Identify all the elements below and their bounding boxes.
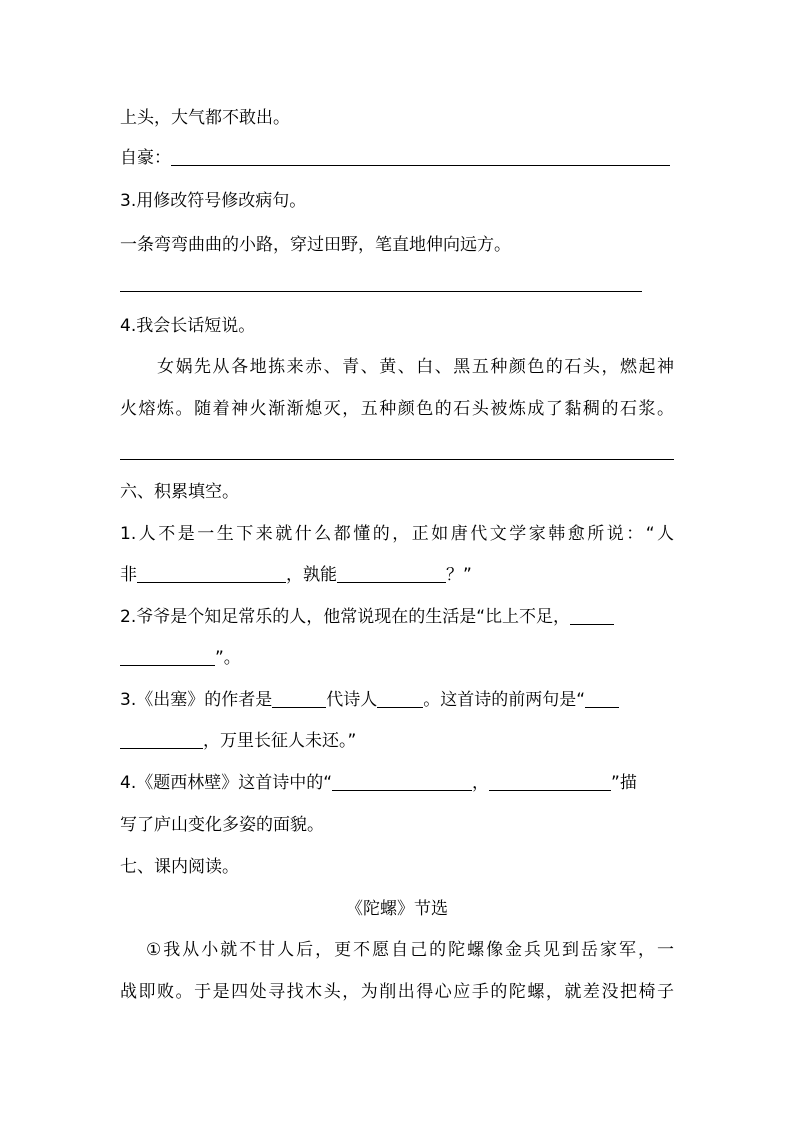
reading-paragraph-line-1: ①我从小就不甘人后，更不愿自己的陀螺像金兵见到岳家军，一 bbox=[146, 940, 674, 960]
text-line: 上头，大气都不敢出。 bbox=[120, 108, 290, 128]
reading-paragraph-line-2: 战即败。于是四处寻找木头，为削出得心应手的陀螺，就差没把椅子 bbox=[120, 982, 674, 1002]
question-4-paragraph-line-2: 火熔炼。随着神火渐渐熄灭，五种颜色的石头被炼成了黏稠的石浆。 bbox=[120, 399, 674, 419]
fill-blank[interactable] bbox=[120, 732, 203, 749]
fill-4-line-1 bbox=[120, 773, 674, 793]
fill-text: ”。 bbox=[215, 648, 241, 668]
fill-blank[interactable] bbox=[570, 608, 614, 625]
fill-blank[interactable] bbox=[272, 691, 326, 708]
fill-text: 代诗人 bbox=[326, 690, 378, 710]
section-7-title: 七、课内阅读。 bbox=[120, 857, 239, 877]
fill-1-line-1: 1.人不是一生下来就什么都懂的，正如唐代文学家韩愈所说：“人 bbox=[120, 524, 674, 544]
answer-blank[interactable] bbox=[171, 149, 670, 166]
fill-text: ， bbox=[472, 773, 490, 793]
label-pride: 自豪： bbox=[120, 148, 171, 168]
fill-text: ，孰能 bbox=[286, 565, 337, 585]
reading-title: 《陀螺》节选 bbox=[346, 899, 448, 919]
fill-blank[interactable] bbox=[120, 649, 215, 666]
fill-text: ？” bbox=[446, 565, 472, 585]
fill-text: ，万里长征人未还。” bbox=[203, 731, 357, 751]
fill-text: 。这首诗的前两句是“ bbox=[423, 690, 586, 710]
answer-line-q3[interactable] bbox=[120, 291, 642, 292]
fill-text: 非 bbox=[120, 565, 137, 585]
answer-line-q4[interactable] bbox=[120, 459, 674, 460]
fill-2-line-2 bbox=[120, 648, 674, 668]
fill-blank[interactable] bbox=[337, 566, 446, 583]
fill-blank[interactable] bbox=[585, 691, 619, 708]
answer-line-pride bbox=[120, 148, 674, 168]
fill-blank[interactable] bbox=[332, 774, 472, 791]
fill-text: 3.《出塞》的作者是 bbox=[120, 690, 273, 710]
fill-2-line-1 bbox=[120, 607, 674, 627]
question-3-sentence: 一条弯弯曲曲的小路，穿过田野，笔直地伸向远方。 bbox=[120, 235, 511, 255]
fill-blank[interactable] bbox=[489, 774, 611, 791]
fill-blank[interactable] bbox=[137, 566, 286, 583]
fill-4-line-2: 写了庐山变化多姿的面貌。 bbox=[120, 815, 324, 835]
fill-3-line-2 bbox=[120, 731, 674, 751]
question-3-title: 3.用修改符号修改病句。 bbox=[120, 191, 307, 211]
fill-1-line-2 bbox=[120, 565, 674, 585]
fill-3-line-1 bbox=[120, 690, 674, 710]
question-4-paragraph-line-1: 女娲先从各地拣来赤、青、黄、白、黑五种颜色的石头，燃起神 bbox=[157, 357, 674, 377]
fill-text: 4.《题西林壁》这首诗中的“ bbox=[120, 773, 333, 793]
fill-text: 2.爷爷是个知足常乐的人，他常说现在的生活是“比上不足， bbox=[120, 607, 571, 627]
question-4-title: 4.我会长话短说。 bbox=[120, 316, 256, 336]
fill-text: ”描 bbox=[611, 773, 637, 793]
section-6-title: 六、积累填空。 bbox=[120, 482, 239, 502]
fill-blank[interactable] bbox=[377, 691, 423, 708]
